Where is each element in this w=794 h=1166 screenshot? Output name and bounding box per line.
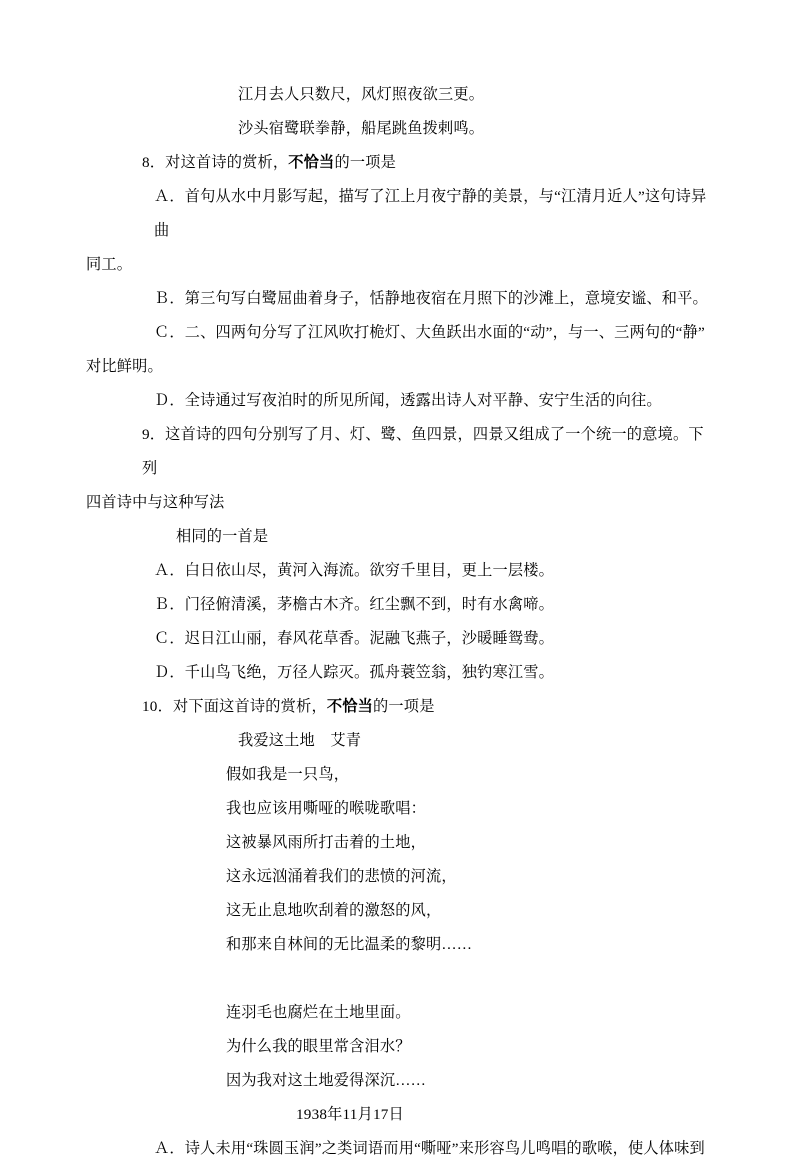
line-text: 因为我对这土地爱得深沉…… [226,1072,427,1089]
line-text: 同工。 [86,256,133,273]
text-line [86,690,708,724]
line-text: 这被暴风雨所打击着的土地， [226,834,427,851]
line-text: 我爱这土地 艾青 [238,732,362,749]
text-line [86,316,708,350]
line-text-post: 的一项是 [373,698,435,715]
text-line [86,860,708,894]
line-text: Ｄ．千山鸟飞绝，万径人踪灭。孤舟蓑笠翁，独钓寒江雪。 [154,664,555,681]
text-line [86,928,708,962]
text-line [86,520,708,554]
text-line [86,996,708,1030]
text-line [86,826,708,860]
text-line [86,248,708,282]
text-line [86,384,708,418]
text-line [86,1132,708,1166]
line-text: 沙头宿鹭联拳静，船尾跳鱼拨剌鸣。 [238,120,485,137]
text-line [86,350,708,384]
line-text-pre: 8．对这首诗的赏析， [142,154,289,171]
line-text: 9．这首诗的四句分别写了月、灯、鹭、鱼四景，四景又组成了一个统一的意境。下列 [142,426,704,477]
text-line [86,112,708,146]
text-line [86,962,708,996]
line-text-pre: 10．对下面这首诗的赏析， [142,698,327,715]
text-line [86,758,708,792]
line-text: Ｃ．迟日江山丽，春风花草香。泥融飞燕子，沙暖睡鸳鸯。 [154,630,555,647]
text-line [86,486,708,520]
text-line [86,180,708,248]
line-text: Ａ．诗人未用“珠圆玉润”之类词语而用“嘶哑”来形容鸟儿鸣唱的歌喉，使人体味到 [154,1140,705,1157]
text-line [86,146,708,180]
line-text: 四首诗中与这种写法 [86,494,225,511]
text-line [86,894,708,928]
text-line [86,724,708,758]
line-text: Ａ．白日依山尽，黄河入海流。欲穷千里目，更上一层楼。 [154,562,555,579]
line-text: 和那来自林间的无比温柔的黎明…… [226,936,473,953]
text-line [86,792,708,826]
text-line [86,1064,708,1098]
text-line [86,656,708,690]
text-line [86,282,708,316]
text-line [86,1030,708,1064]
line-text: 这无止息地吹刮着的激怒的风， [226,902,442,919]
line-text: 连羽毛也腐烂在土地里面。 [226,1004,411,1021]
line-text: 1938年11月17日 [296,1106,404,1123]
text-line [86,554,708,588]
line-text: 相同的一首是 [176,528,269,545]
emphasis-text: 不恰当 [288,154,335,171]
text-line [86,78,708,112]
line-text: 假如我是一只鸟， [226,766,350,783]
line-text: Ａ．首句从水中月影写起，描写了江上月夜宁静的美景，与“江清月近人”这句诗异曲 [154,188,707,239]
line-text: 对比鲜明。 [86,358,163,375]
text-line [86,588,708,622]
text-line [86,1098,708,1132]
line-text: Ｃ．二、四两句分写了江风吹打桅灯、大鱼跃出水面的“动”，与一、三两句的“静” [154,324,705,341]
line-text: 江月去人只数尺，风灯照夜欲三更。 [238,86,485,103]
text-line [86,622,708,656]
emphasis-text: 不恰当 [326,698,374,715]
line-text: Ｄ．全诗通过写夜泊时的所见所闻，透露出诗人对平静、安宁生活的向往。 [154,392,662,409]
line-text: Ｂ．门径俯清溪，茅檐古木齐。红尘飘不到，时有水禽啼。 [154,596,555,613]
line-text-post: 的一项是 [334,154,397,171]
line-text: Ｂ．第三句写白鹭屈曲着身子，恬静地夜宿在月照下的沙滩上，意境安谧、和平。 [154,290,708,307]
text-line [86,418,708,486]
line-text: 我也应该用嘶哑的喉咙歌唱： [226,800,427,817]
line-text: 这永远汹涌着我们的悲愤的河流， [226,868,457,885]
line-text: 为什么我的眼里常含泪水？ [226,1038,411,1055]
document-body [86,78,708,1166]
